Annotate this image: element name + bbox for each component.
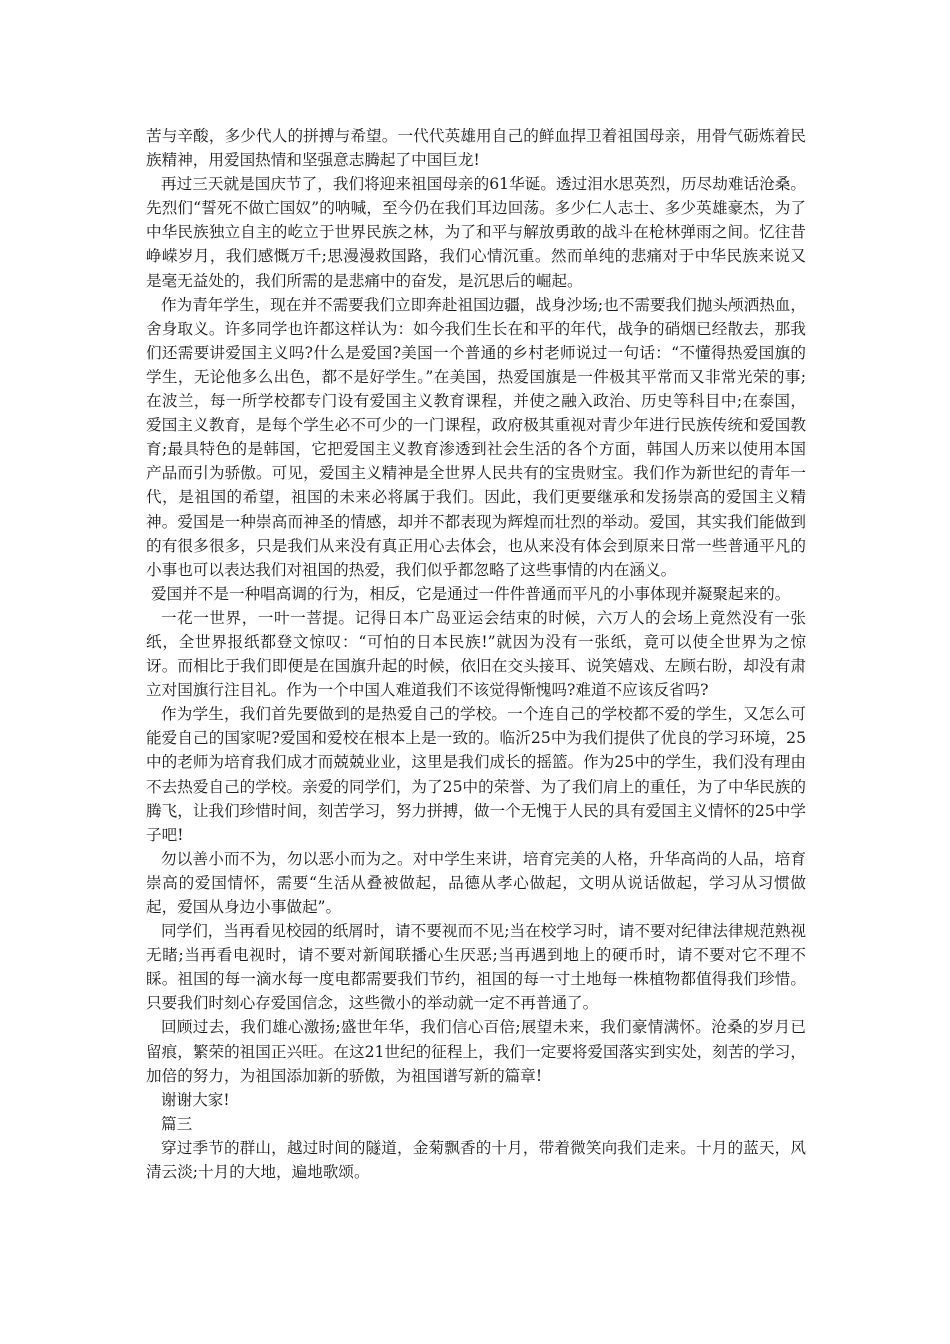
paragraph: 穿过季节的群山，越过时间的隧道，金菊飘香的十月，带着微笑向我们走来。十月的蓝天，风清云淡;十月的大地，遍地歌颂。 (146, 1138, 806, 1182)
closing-line: 谢谢大家! (161, 1090, 230, 1109)
paragraph: 作为学生，我们首先要做到的是热爱自己的学校。一个连自己的学校都不爱的学生，又怎么可能爱自己的国家呢?爱国和爱校在根本上是一致的。临沂25中为我们提供了优良的学习环境，25中的老师为培育我们成才而兢兢业业，这里是我们成长的摇篮。作为25中的学生，我们没有理由不去热爱自己的学校。亲爱的同学们，为了25中的荣誉、为了我们肩上的重任，为了中华民族的腾飞，让我们珍惜时间，刻苦学习，努力拼搏，做一个无愧于人民的具有爱国主义情怀的25中学子吧! (146, 705, 806, 844)
paragraph: 苦与辛酸，多少代人的拼搏与希望。一代代英雄用自己的鲜血捍卫着祖国母亲，用骨气砺炼着民族精神，用爱国热情和坚强意志腾起了中国巨龙! (146, 127, 806, 170)
paragraph: 回顾过去，我们雄心激扬;盛世年华，我们信心百倍;展望未来，我们豪情满怀。沧桑的岁月已留痕，繁荣的祖国正兴旺。在这21世纪的征程上，我们一定要将爱国落实到实处，刻苦的学习，加倍的努力，为祖国添加新的骄傲，为祖国谱写新的篇章! (146, 1018, 806, 1085)
document-body (146, 124, 806, 1184)
paragraph: 爱国并不是一种唱高调的行为，相反，它是通过一件件普通而平凡的小事体现并凝聚起来的。 (151, 584, 791, 603)
paragraph: 同学们，当再看见校园的纸屑时，请不要视而不见;当在校学习时，请不要对纪律法律规范熟视无睹;当再看电视时，请不要对新闻联播心生厌恶;当再遇到地上的硬币时，请不要对它不理不睬。祖国的每一滴水每一度电都需要我们节约，祖国的每一寸土地每一株植物都值得我们珍惜。只要我们时刻心存爱国信念，这些微小的举动就一定不再普通了。 (146, 922, 806, 1013)
paragraph: 再过三天就是国庆节了，我们将迎来祖国母亲的61华诞。透过泪水思英烈，历尽劫难话沧桑。先烈们“誓死不做亡国奴”的呐喊，至今仍在我们耳边回荡。多少仁人志士、多少英雄豪杰，为了中华民族独立自主的屹立于世界民族之林，为了和平与解放勇敢的战斗在枪林弹雨之间。忆往昔峥嵘岁月，我们感慨万千;思漫漫救国路，我们心情沉重。然而单纯的悲痛对于中华民族来说又是毫无益处的，我们所需的是悲痛中的奋发，是沉思后的崛起。 (146, 175, 806, 290)
section-heading: 篇三 (161, 1114, 193, 1133)
paragraph: 作为青年学生，现在并不需要我们立即奔赴祖国边疆，战身沙场;也不需要我们抛头颅洒热血，舍身取义。许多同学也许都这样认为：如今我们生长在和平的年代，战争的硝烟已经散去，那我们还需要讲爱国主义吗?什么是爱国?美国一个普通的乡村老师说过一句话：“不懂得热爱国旗的学生，无论他多么出色，都不是好学生。”在美国，热爱国旗是一件极其平常而又非常光荣的事;在波兰，每一所学校都专门设有爱国主义教育课程，并使之融入政治、历史等科目中;在泰国，爱国主义教育，是每个学生必不可少的一门课程，政府极其重视对青少年进行民族传统和爱国教育;最具特色的是韩国，它把爱国主义教育渗透到社会生活的各个方面，韩国人历来以使用本国产品而引为骄傲。可见，爱国主义精神是全世界人民共有的宝贵财宝。我们作为新世纪的青年一代，是祖国的希望，祖国的未来必将属于我们。因此，我们更要继承和发扬崇高的爱国主义精神。爱国是一种崇高而神圣的情感，却并不都表现为辉煌而壮烈的举动。爱国，其实我们能做到的有很多很多，只是我们从来没有真正用心去体会，也从来没有体会到原来日常一些普通平凡的小事也可以表达我们对祖国的热爱，我们似乎都忽略了这些事情的内在涵义。 (146, 295, 806, 579)
paragraph: 一花一世界，一叶一菩提。记得日本广岛亚运会结束的时候，六万人的会场上竟然没有一张纸，全世界报纸都登文惊叹：“可怕的日本民族!”就因为没有一张纸，竟可以使全世界为之惊讶。而相比于我们即便是在国旗升起的时候，依旧在交头接耳、说笑嬉戏、左顾右盼，却没有肃立对国旗行注目礼。作为一个中国人难道我们不该觉得惭愧吗?难道不应该反省吗? (146, 608, 806, 700)
paragraph: 勿以善小而不为，勿以恶小而为之。对中学生来讲，培育完美的人格，升华高尚的人品，培育崇高的爱国情怀，需要“生活从叠被做起，品德从孝心做起，文明从说话做起，学习从习惯做起，爱国从身边小事做起”。 (146, 849, 806, 916)
